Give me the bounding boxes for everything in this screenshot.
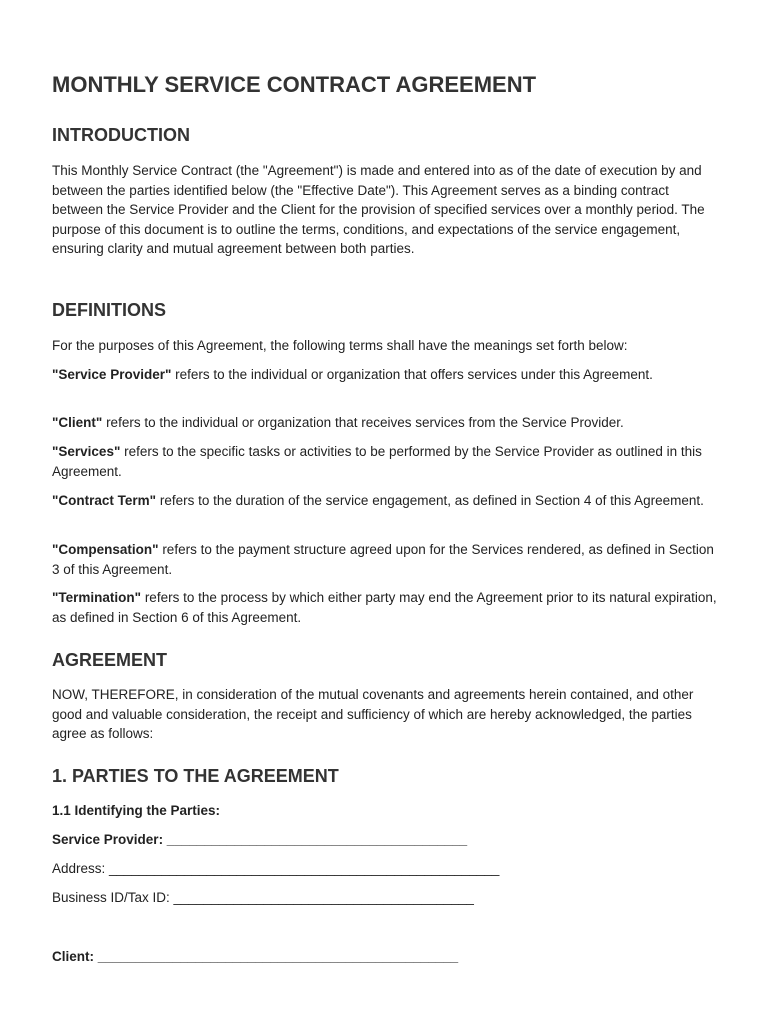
definition-text: refers to the individual or organization that offers services under this Agreement. [171,367,653,382]
definition-client [52,413,722,433]
definition-term: "Service Provider" [52,367,172,382]
service-provider-field[interactable] [52,832,467,847]
section-1-1-subheading: 1.1 Identifying the Parties: [52,803,221,818]
definition-term: "Contract Term" [52,493,157,508]
definition-services [52,442,722,481]
agreement-body: NOW, THEREFORE, in consideration of the mutual covenants and agreements herein contained, and other good and valuable consideration, the receipt and sufficiency of which are hereby acknowledged, the parties agree as follows: [52,687,694,741]
definition-text: refers to the specific tasks or activities to be performed by the Service Provider as outlined in this Agreement. [52,444,702,479]
definition-text: refers to the payment structure agreed upon for the Services rendered, as defined in Section 3 of this Agreement. [52,542,714,577]
service-provider-line: Service Provider: ________________________________________ [52,832,468,847]
document-title: MONTHLY SERVICE CONTRACT AGREEMENT [52,72,537,97]
introduction-heading: INTRODUCTION [52,125,190,145]
section-1-heading: 1. PARTIES TO THE AGREEMENT [52,766,339,786]
definition-compensation [52,540,722,579]
address-field[interactable]: Address: ____________________________________________________ [52,861,500,876]
client-line: Client: ________________________________________________ [52,949,459,964]
definitions-intro: For the purposes of this Agreement, the following terms shall have the meanings set forth below: [52,338,628,353]
agreement-heading: AGREEMENT [52,650,168,670]
introduction-body: This Monthly Service Contract (the "Agreement") is made and entered into as of the date of execution by and between the parties identified below (the "Effective Date"). This Agreement serves as a binding contract between the Service Provider and the Client for the provision of specified services over a monthly period. The purpose of this document is to outline the terms, conditions, and expectations of the service engagement, ensuring clarity and mutual agreement between both parties. [52,163,705,256]
definition-text: refers to the individual or organization that receives services from the Service Provider. [102,415,624,430]
definition-text: refers to the duration of the service engagement, as defined in Section 4 of this Agreement. [156,493,704,508]
definition-termination [52,588,722,627]
definition-service-provider [52,365,722,385]
client-field[interactable] [52,949,458,964]
definition-text: refers to the process by which either party may end the Agreement prior to its natural expiration, as defined in Section 6 of this Agreement. [52,590,717,625]
business-id-field[interactable]: Business ID/Tax ID: ________________________________________ [52,890,474,905]
definition-term: "Services" [52,444,121,459]
definition-term: "Client" [52,415,103,430]
definition-term: "Termination" [52,590,142,605]
definition-contract-term [52,491,722,511]
definitions-heading: DEFINITIONS [52,300,167,320]
definition-term: "Compensation" [52,542,159,557]
